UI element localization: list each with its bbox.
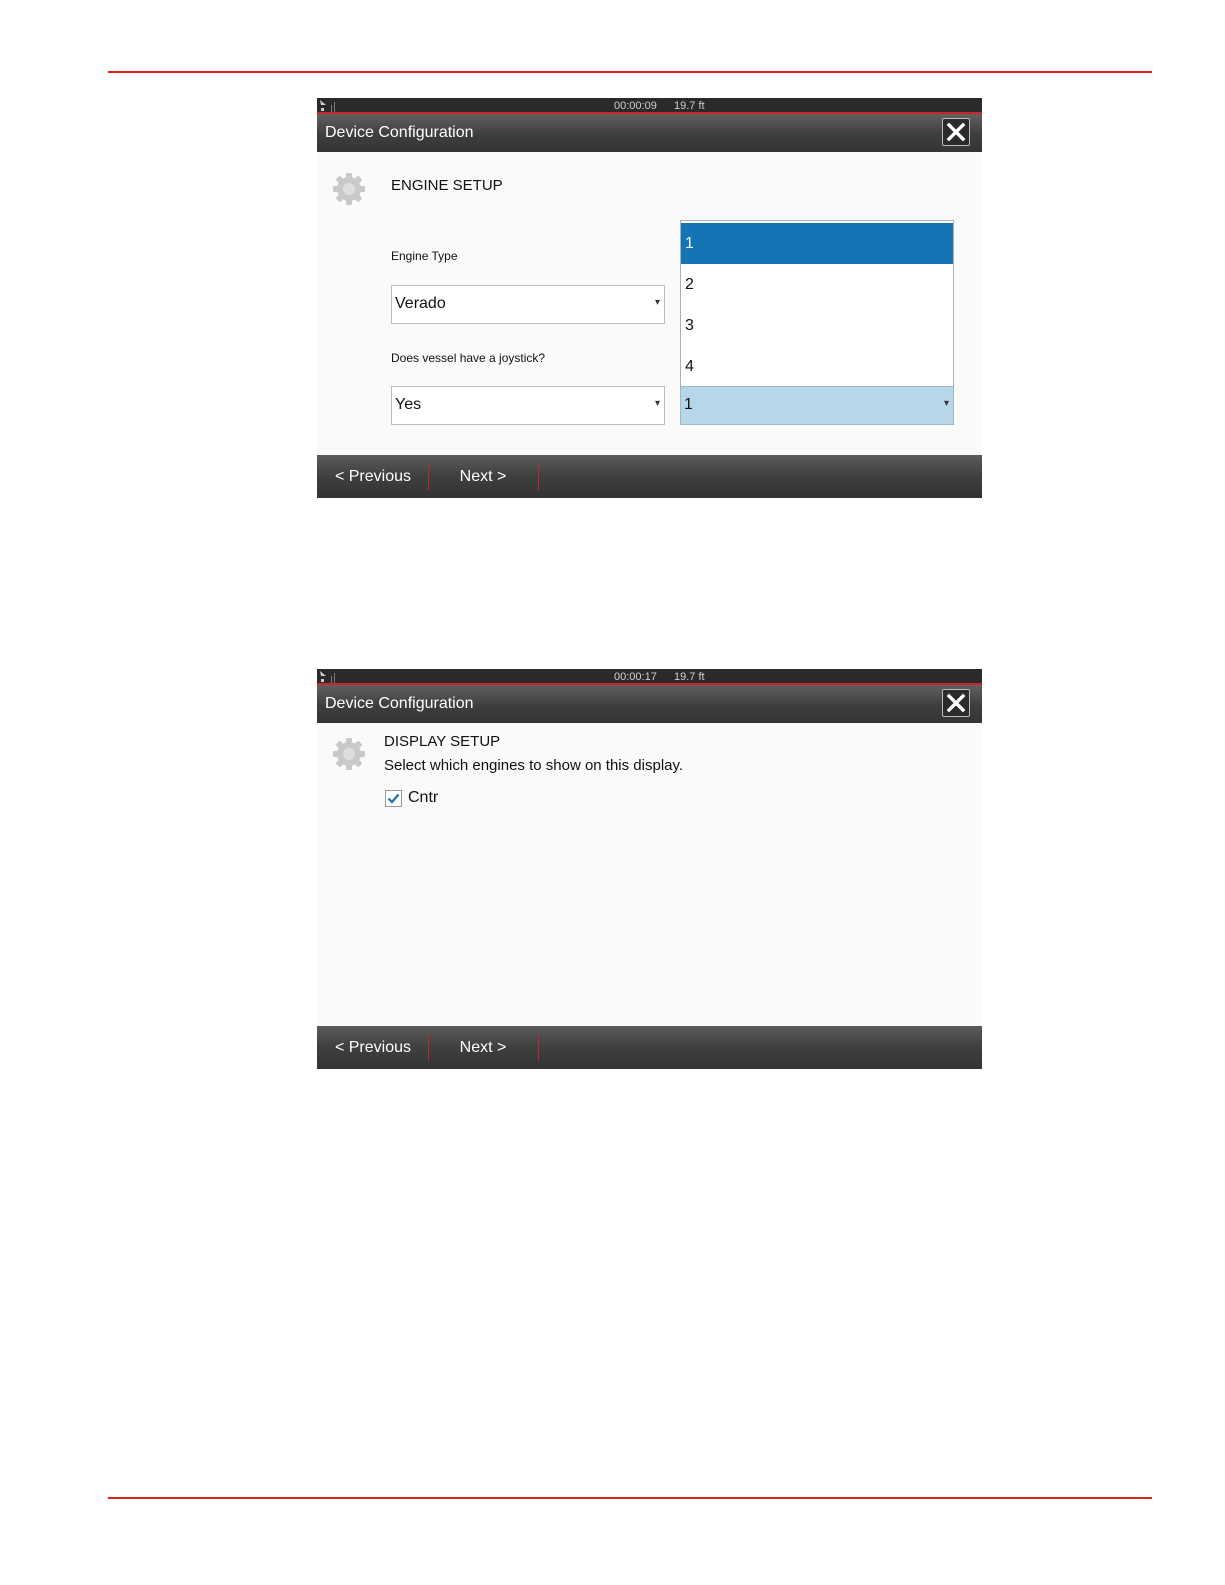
next-button[interactable]: Next > <box>459 468 507 485</box>
divider <box>428 463 429 490</box>
dropdown-option[interactable]: 2 <box>685 276 694 293</box>
signal-icon <box>319 670 339 683</box>
status-time: 00:00:09 <box>614 100 657 112</box>
section-heading: ENGINE SETUP <box>391 177 503 194</box>
instruction-text: Select which engines to show on this display. <box>384 757 684 774</box>
dropdown-arrow-icon: ▾ <box>943 398 949 409</box>
divider <box>538 463 539 490</box>
navigation-bar <box>317 455 982 498</box>
status-depth: 19.7 ft <box>674 671 705 683</box>
top-rule <box>108 71 1152 73</box>
close-button[interactable] <box>942 689 970 717</box>
signal-icon <box>319 99 339 112</box>
device-config-screen-engine-setup <box>317 98 982 498</box>
close-button[interactable] <box>942 118 970 146</box>
window-title: Device Configuration <box>325 695 474 712</box>
engine-type-label: Engine Type <box>391 249 458 263</box>
joystick-value: Yes <box>395 396 422 413</box>
joystick-label: Does vessel have a joystick? <box>391 351 546 365</box>
status-bar <box>317 669 982 685</box>
close-icon <box>943 119 969 145</box>
status-bar <box>317 98 982 114</box>
previous-button[interactable]: < Previous <box>334 468 412 485</box>
engine-checkbox-cntr[interactable] <box>385 790 402 807</box>
previous-button[interactable]: < Previous <box>334 1039 412 1056</box>
status-depth: 19.7 ft <box>674 100 705 112</box>
joystick-select[interactable] <box>391 386 665 425</box>
dropdown-arrow-icon: ▾ <box>654 297 660 308</box>
close-icon <box>943 690 969 716</box>
gear-icon <box>332 172 366 206</box>
engine-count-select[interactable] <box>680 386 954 425</box>
bottom-rule <box>108 1497 1152 1499</box>
dropdown-option[interactable]: 1 <box>681 223 953 264</box>
navigation-bar <box>317 1026 982 1069</box>
engine-count-dropdown-list <box>680 220 954 387</box>
dropdown-option[interactable]: 4 <box>685 358 694 375</box>
engine-type-select[interactable] <box>391 285 665 324</box>
divider <box>428 1034 429 1061</box>
section-heading: DISPLAY SETUP <box>384 733 501 750</box>
device-config-screen-display-setup <box>317 669 982 1069</box>
engine-type-value: Verado <box>395 295 446 312</box>
divider <box>538 1034 539 1061</box>
checkmark-icon <box>386 791 401 806</box>
engine-label-cntr: Cntr <box>408 789 439 806</box>
dropdown-arrow-icon: ▾ <box>654 398 660 409</box>
gear-icon <box>332 737 366 771</box>
next-button[interactable]: Next > <box>459 1039 507 1056</box>
title-bar <box>317 685 982 723</box>
status-time: 00:00:17 <box>614 671 657 683</box>
dropdown-option[interactable]: 3 <box>685 317 694 334</box>
engine-count-value: 1 <box>684 396 693 413</box>
title-bar <box>317 114 982 152</box>
window-title: Device Configuration <box>325 124 474 141</box>
